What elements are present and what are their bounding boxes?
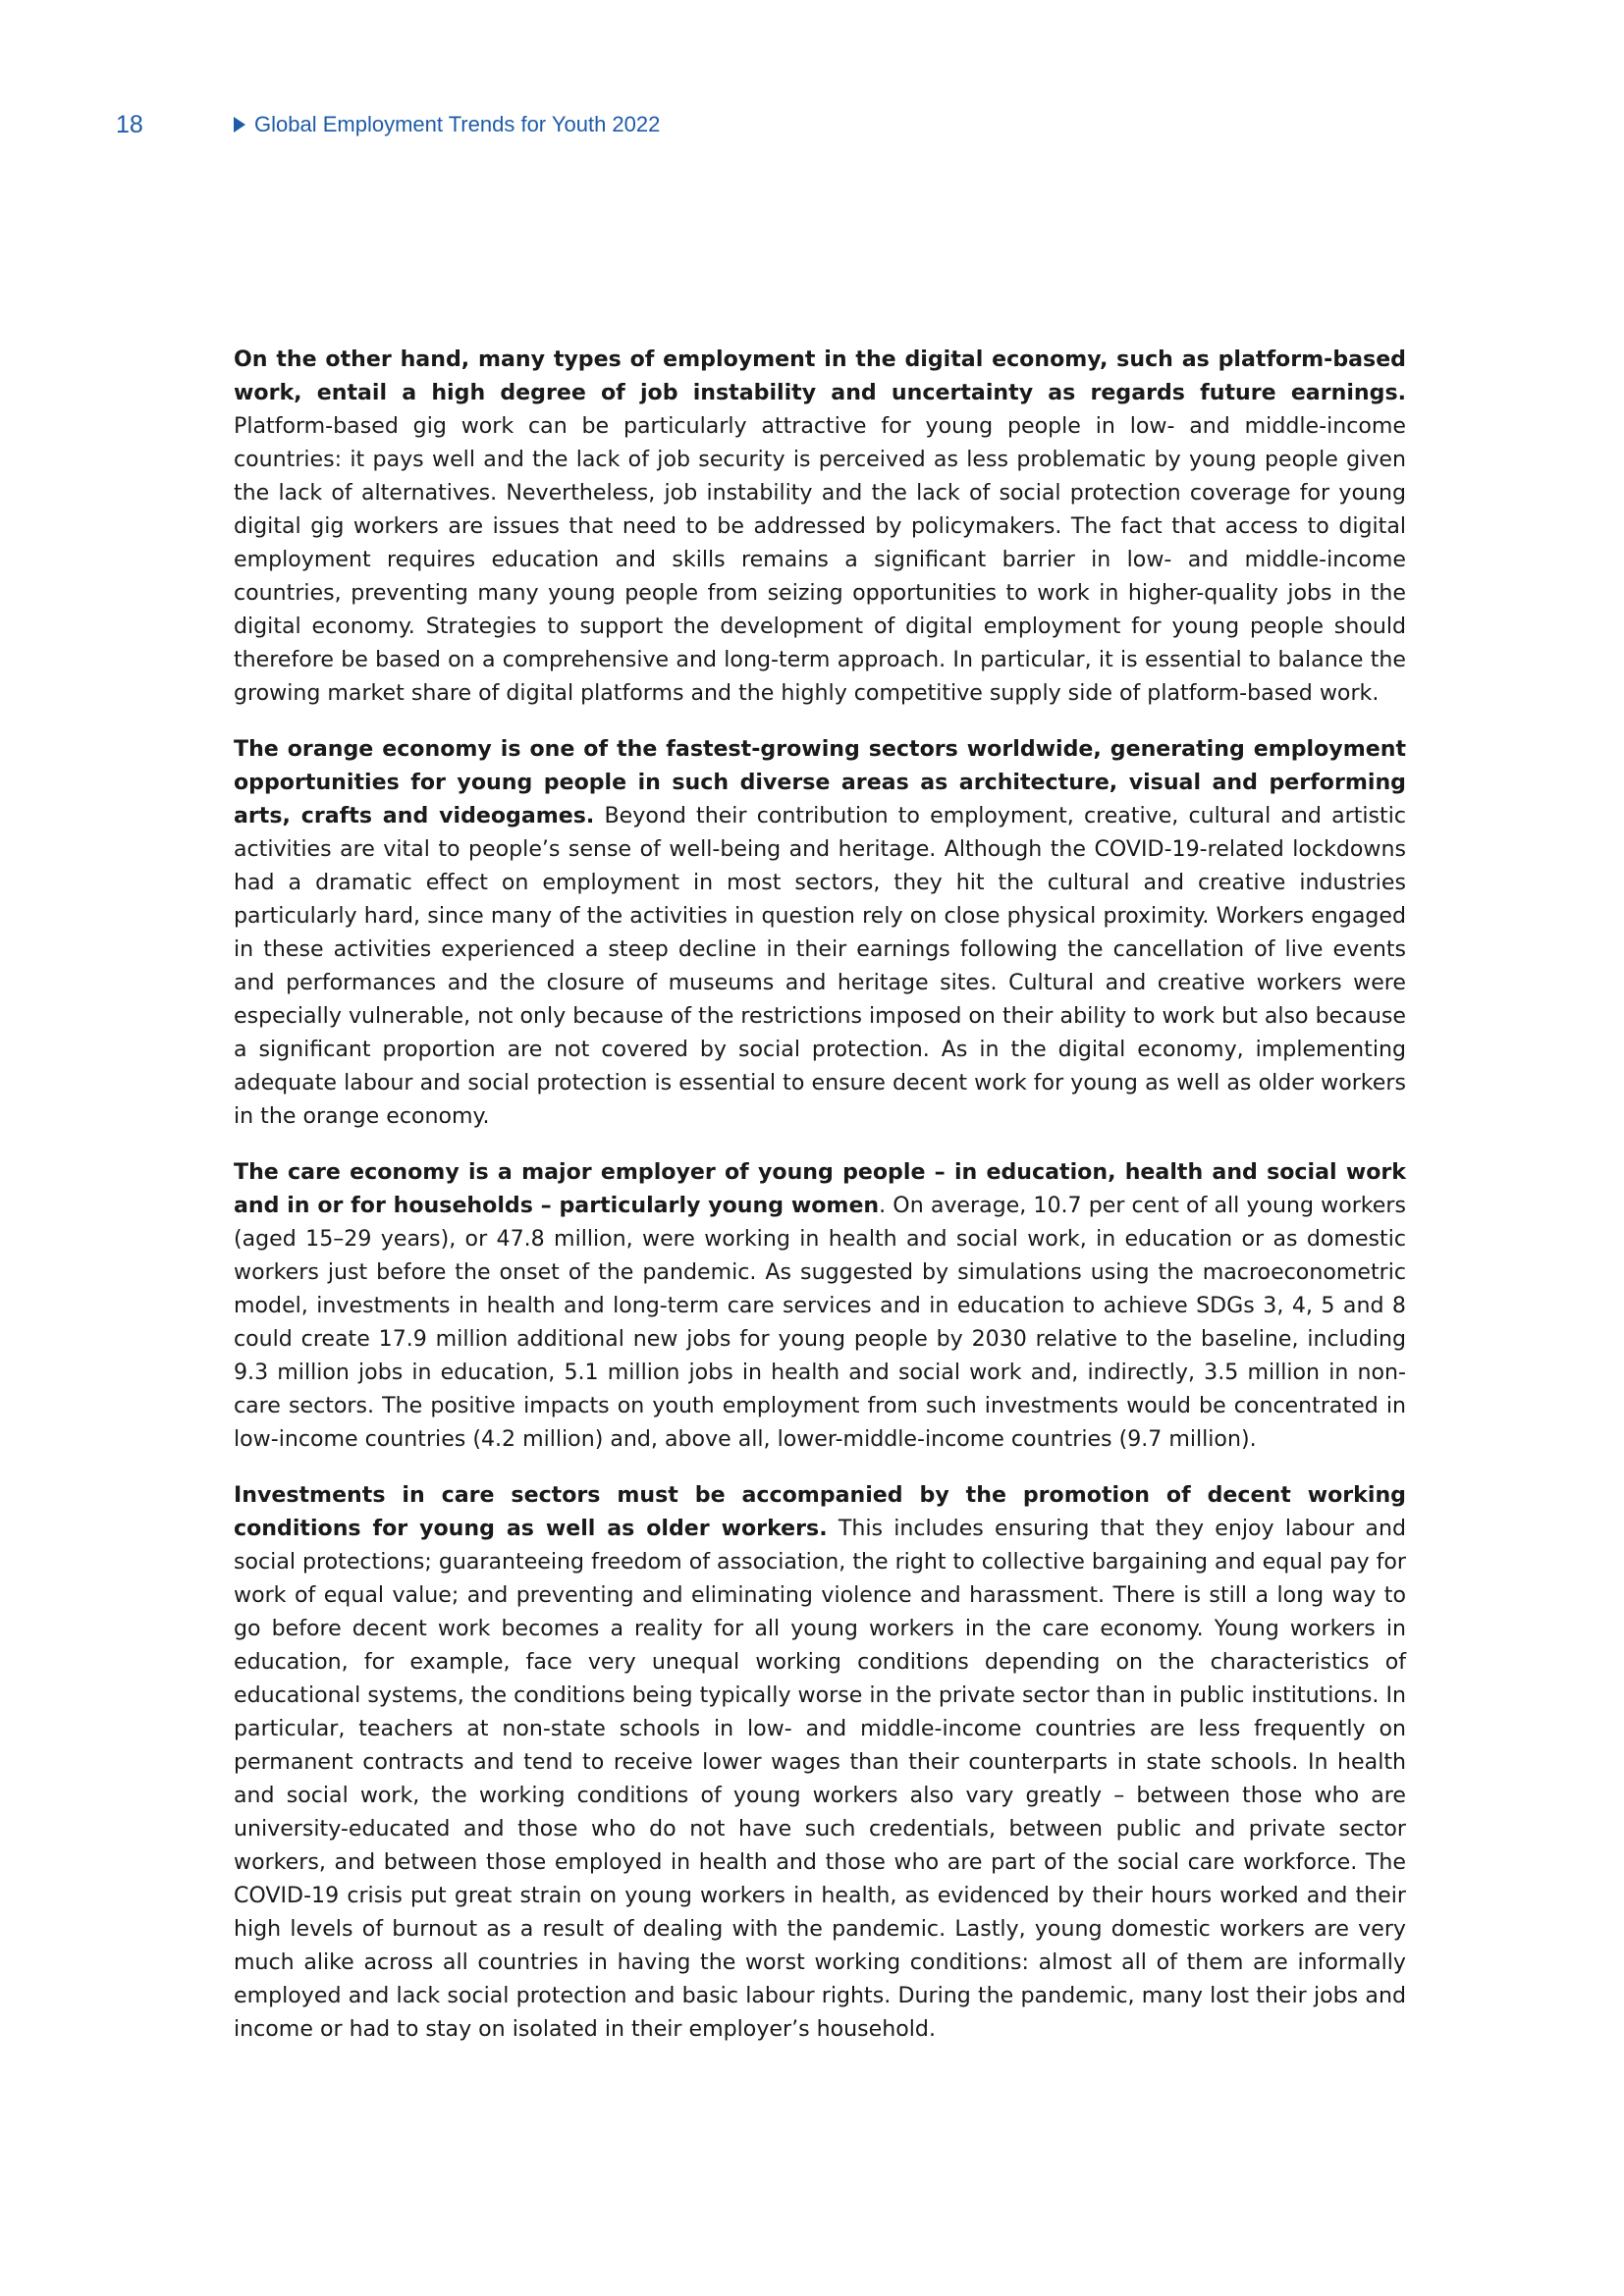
page-number: 18 xyxy=(116,110,143,138)
paragraph-orange-economy xyxy=(234,732,1406,1133)
paragraph-lead: On the other hand, many types of employment in the digital economy, such as platform-based work, entail a high degree of job instability and uncertainty as regards future earnings. xyxy=(234,347,1406,405)
paragraph-lead: The care economy is a major employer of young people – in education, health and social work and in or for households – particularly young women xyxy=(234,1159,1406,1218)
paragraph-lead: The orange economy is one of the fastest-growing sectors worldwide, generating employment opportunities for young people in such diverse areas as architecture, visual and performing arts, crafts and videogames. xyxy=(234,736,1406,828)
paragraph-digital-economy xyxy=(234,343,1406,710)
publication-title: Global Employment Trends for Youth 2022 xyxy=(254,112,661,136)
paragraph-body: Platform-based gig work can be particularly attractive for young people in low- and middle-income countries: it pays well and the lack of job security is perceived as less problematic by young people given the lack of alternatives. Nevertheless, job instability and the lack of social protection coverage for young digital gig workers are issues that need to be addressed by policymakers. The fact that access to digital employment requires education and skills remains a significant barrier in low- and middle-income countries, preventing many young people from seizing opportunities to work in higher-quality jobs in the digital economy. Strategies to support the development of digital employment for young people should therefore be based on a comprehensive and long-term approach. In particular, it is essential to balance the growing market share of digital platforms and the highly competitive supply side of platform-based work. xyxy=(234,413,1406,706)
running-header xyxy=(116,110,901,139)
main-body-text xyxy=(234,343,1406,2068)
paragraph-care-economy xyxy=(234,1155,1406,1456)
paragraph-care-investments xyxy=(234,1478,1406,2046)
paragraph-lead: Investments in care sectors must be accompanied by the promotion of decent working conditions for young as well as older workers. xyxy=(234,1482,1406,1541)
paragraph-body: This includes ensuring that they enjoy labour and social protections; guaranteeing freedom of association, the right to collective bargaining and equal pay for work of equal value; and preventing and eliminating violence and harassment. There is still a long way to go before decent work becomes a reality for all young workers in the care economy. Young workers in education, for example, face very unequal working conditions depending on the characteristics of educational systems, the conditions being typically worse in the private sector than in public institutions. In particular, teachers at non-state schools in low- and middle-income countries are less frequently on permanent contracts and tend to receive lower wages than their counterparts in state schools. In health and social work, the working conditions of young workers also vary greatly – between those who are university-educated and those who do not have such credentials, between public and private sector workers, and between those employed in health and those who are part of the social care workforce. The COVID-19 crisis put great strain on young workers in health, as evidenced by their hours worked and their high levels of burnout as a result of dealing with the pandemic. Lastly, young domestic workers are very much alike across all countries in having the worst working conditions: almost all of them are informally employed and lack social protection and basic labour rights. During the pandemic, many lost their jobs and income or had to stay on isolated in their employer’s household. xyxy=(234,1516,1407,2042)
triangle-right-icon xyxy=(234,117,245,133)
paragraph-body: Beyond their contribution to employment, creative, cultural and artistic activities are vital to people’s sense of well-being and heritage. Although the COVID-19-related lockdowns had a dramatic effect on employment in most sectors, they hit the cultural and creative industries particularly hard, since many of the activities in question rely on close physical proximity. Workers engaged in these activities experienced a steep decline in their earnings following the cancellation of live events and performances and the closure of museums and heritage sites. Cultural and creative workers were especially vulnerable, not only because of the restrictions imposed on their ability to work but also because a significant proportion are not covered by social protection. As in the digital economy, implementing adequate labour and social protection is essential to ensure decent work for young as well as older workers in the orange economy. xyxy=(234,803,1406,1129)
paragraph-body: . On average, 10.7 per cent of all young workers (aged 15–29 years), or 47.8 million, were working in health and social work, in education or as domestic workers just before the onset of the pandemic. As suggested by simulations using the macroeconometric model, investments in health and long-term care services and in education to achieve SDGs 3, 4, 5 and 8 could create 17.9 million additional new jobs for young people by 2030 relative to the baseline, including 9.3 million jobs in education, 5.1 million jobs in health and social work and, indirectly, 3.5 million in non-care sectors. The positive impacts on youth employment from such investments would be concentrated in low-income countries (4.2 million) and, above all, lower-middle-income countries (9.7 million). xyxy=(234,1193,1406,1452)
